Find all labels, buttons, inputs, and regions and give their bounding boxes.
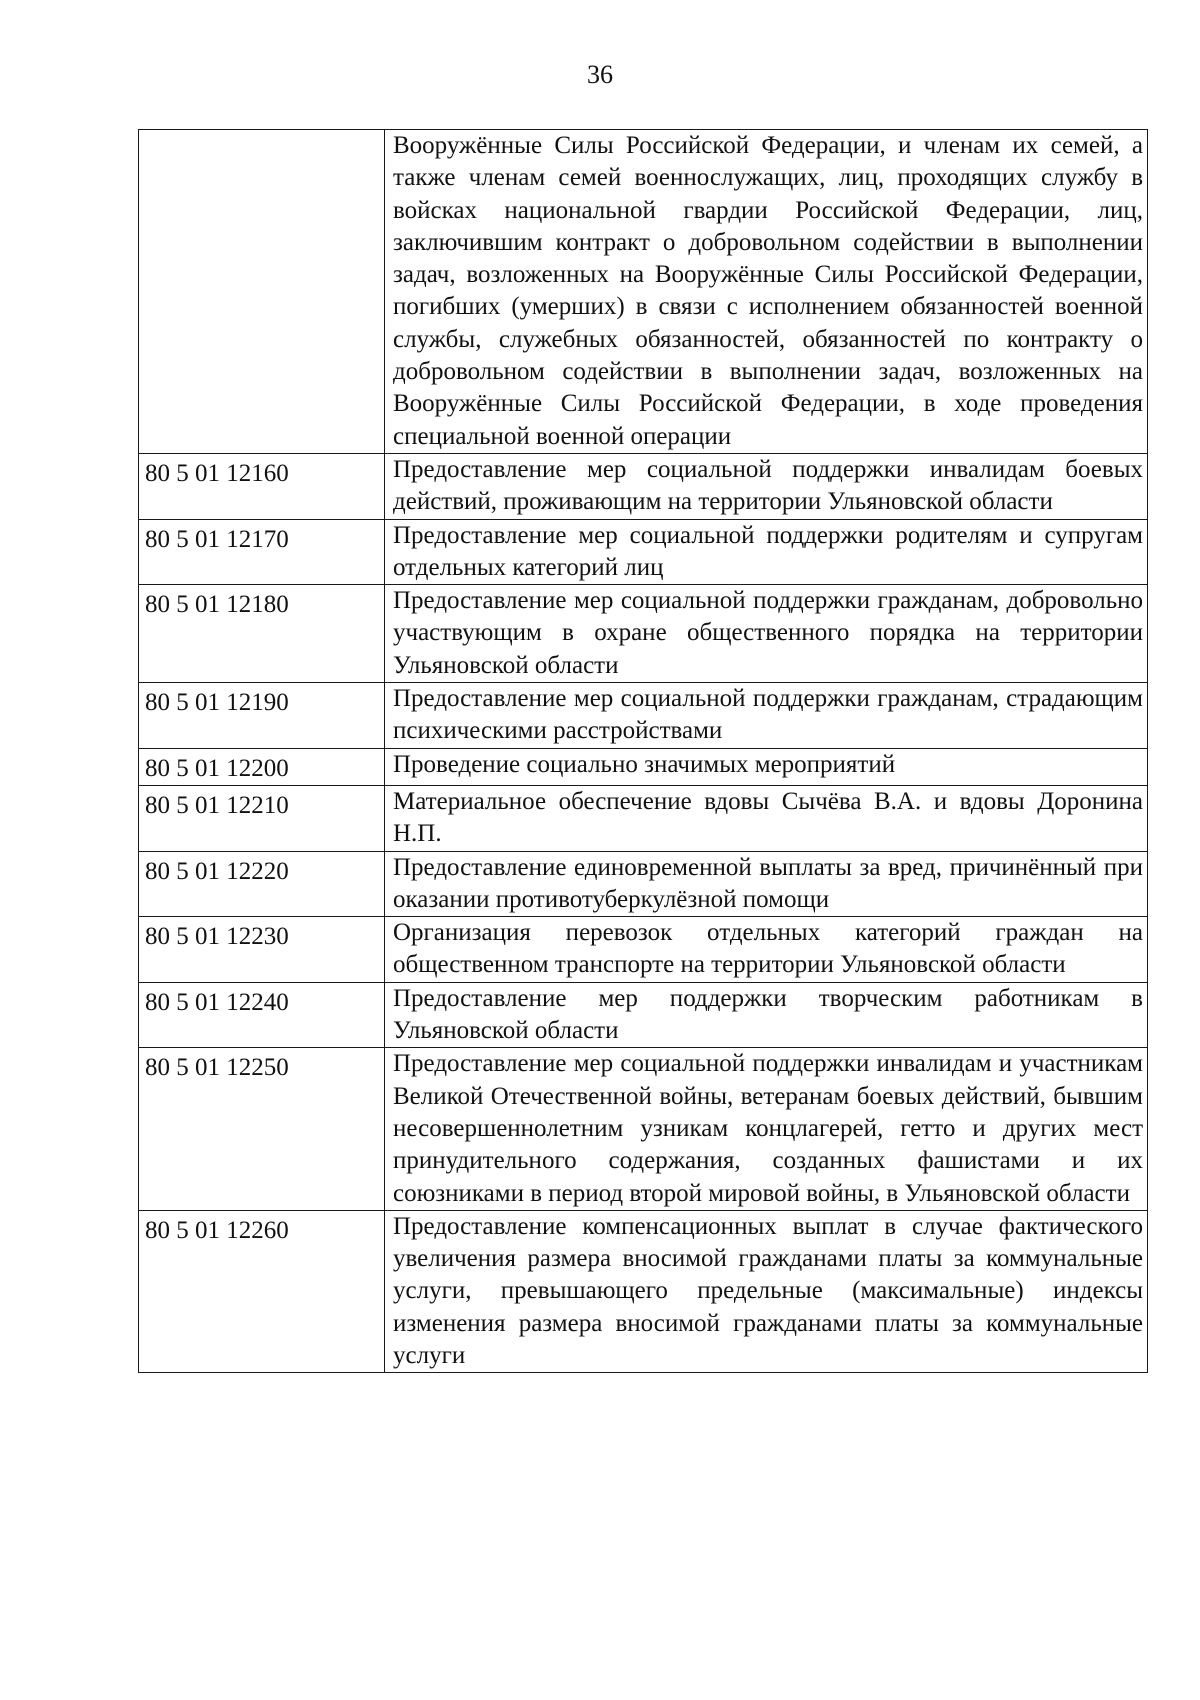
row-description: Предоставление единовременной выплаты за вред, причинённый при оказании противотуберкулёзной помощи bbox=[385, 851, 1148, 917]
table-row bbox=[139, 519, 1148, 585]
row-code: 80 5 01 12210 bbox=[139, 785, 385, 851]
table-row bbox=[139, 1048, 1148, 1210]
table-row bbox=[139, 917, 1148, 983]
row-description: Предоставление мер социальной поддержки инвалидам боевых действий, проживающим на территории Ульяновской области bbox=[385, 453, 1148, 519]
table-row bbox=[139, 130, 1148, 454]
row-code: 80 5 01 12190 bbox=[139, 683, 385, 749]
row-code: 80 5 01 12220 bbox=[139, 851, 385, 917]
table-row bbox=[139, 453, 1148, 519]
row-description: Предоставление мер социальной поддержки гражданам, добровольно участвующим в охране общественного порядка на территории Ульяновской области bbox=[385, 585, 1148, 683]
row-code: 80 5 01 12240 bbox=[139, 982, 385, 1048]
table-row bbox=[139, 748, 1148, 785]
table-row bbox=[139, 982, 1148, 1048]
row-code: 80 5 01 12250 bbox=[139, 1048, 385, 1210]
row-code: 80 5 01 12200 bbox=[139, 748, 385, 785]
row-description: Предоставление мер социальной поддержки инвалидам и участникам Великой Отечественной войны, ветеранам боевых действий, бывшим несовершеннолетним узникам концлагерей, гетто и других мест принудительного содержания, созданных фашистами и их союзниками в период второй мировой войны, в Ульяновской области bbox=[385, 1048, 1148, 1210]
row-code: 80 5 01 12170 bbox=[139, 519, 385, 585]
table-row bbox=[139, 1210, 1148, 1372]
row-description: Проведение социально значимых мероприятий bbox=[385, 748, 1148, 785]
row-description: Предоставление мер социальной поддержки родителям и супругам отдельных категорий лиц bbox=[385, 519, 1148, 585]
row-code: 80 5 01 12260 bbox=[139, 1210, 385, 1372]
row-description: Вооружённые Силы Российской Федерации, и членам их семей, а также членам семей военнослужащих, лиц, проходящих службу в войсках национальной гвардии Российской Федерации, лиц, заключившим контракт о добровольном содействии в выполнении задач, возложенных на Вооружённые Силы Российской Федерации, погибших (умерших) в связи с исполнением обязанностей военной службы, служебных обязанностей, обязанностей по контракту о добровольном содействии в выполнении задач, возложенных на Вооружённые Силы Российской Федерации, в ходе проведения специальной военной операции bbox=[385, 130, 1148, 454]
table-row bbox=[139, 785, 1148, 851]
row-code bbox=[139, 130, 385, 454]
table-row bbox=[139, 683, 1148, 749]
row-description: Организация перевозок отдельных категорий граждан на общественном транспорте на территории Ульяновской области bbox=[385, 917, 1148, 983]
row-description: Предоставление компенсационных выплат в случае фактического увеличения размера вносимой гражданами платы за коммунальные услуги, превышающего предельные (максимальные) индексы изменения размера вносимой гражданами платы за коммунальные услуги bbox=[385, 1210, 1148, 1372]
table-row bbox=[139, 585, 1148, 683]
budget-classification-table bbox=[138, 129, 1148, 1373]
row-description: Предоставление мер социальной поддержки гражданам, страдающим психическими расстройствами bbox=[385, 683, 1148, 749]
table-row bbox=[139, 851, 1148, 917]
row-code: 80 5 01 12180 bbox=[139, 585, 385, 683]
row-description: Предоставление мер поддержки творческим работникам в Ульяновской области bbox=[385, 982, 1148, 1048]
row-code: 80 5 01 12160 bbox=[139, 453, 385, 519]
page-number: 36 bbox=[587, 60, 613, 89]
row-code: 80 5 01 12230 bbox=[139, 917, 385, 983]
row-description: Материальное обеспечение вдовы Сычёва В.А. и вдовы Доронина Н.П. bbox=[385, 785, 1148, 851]
